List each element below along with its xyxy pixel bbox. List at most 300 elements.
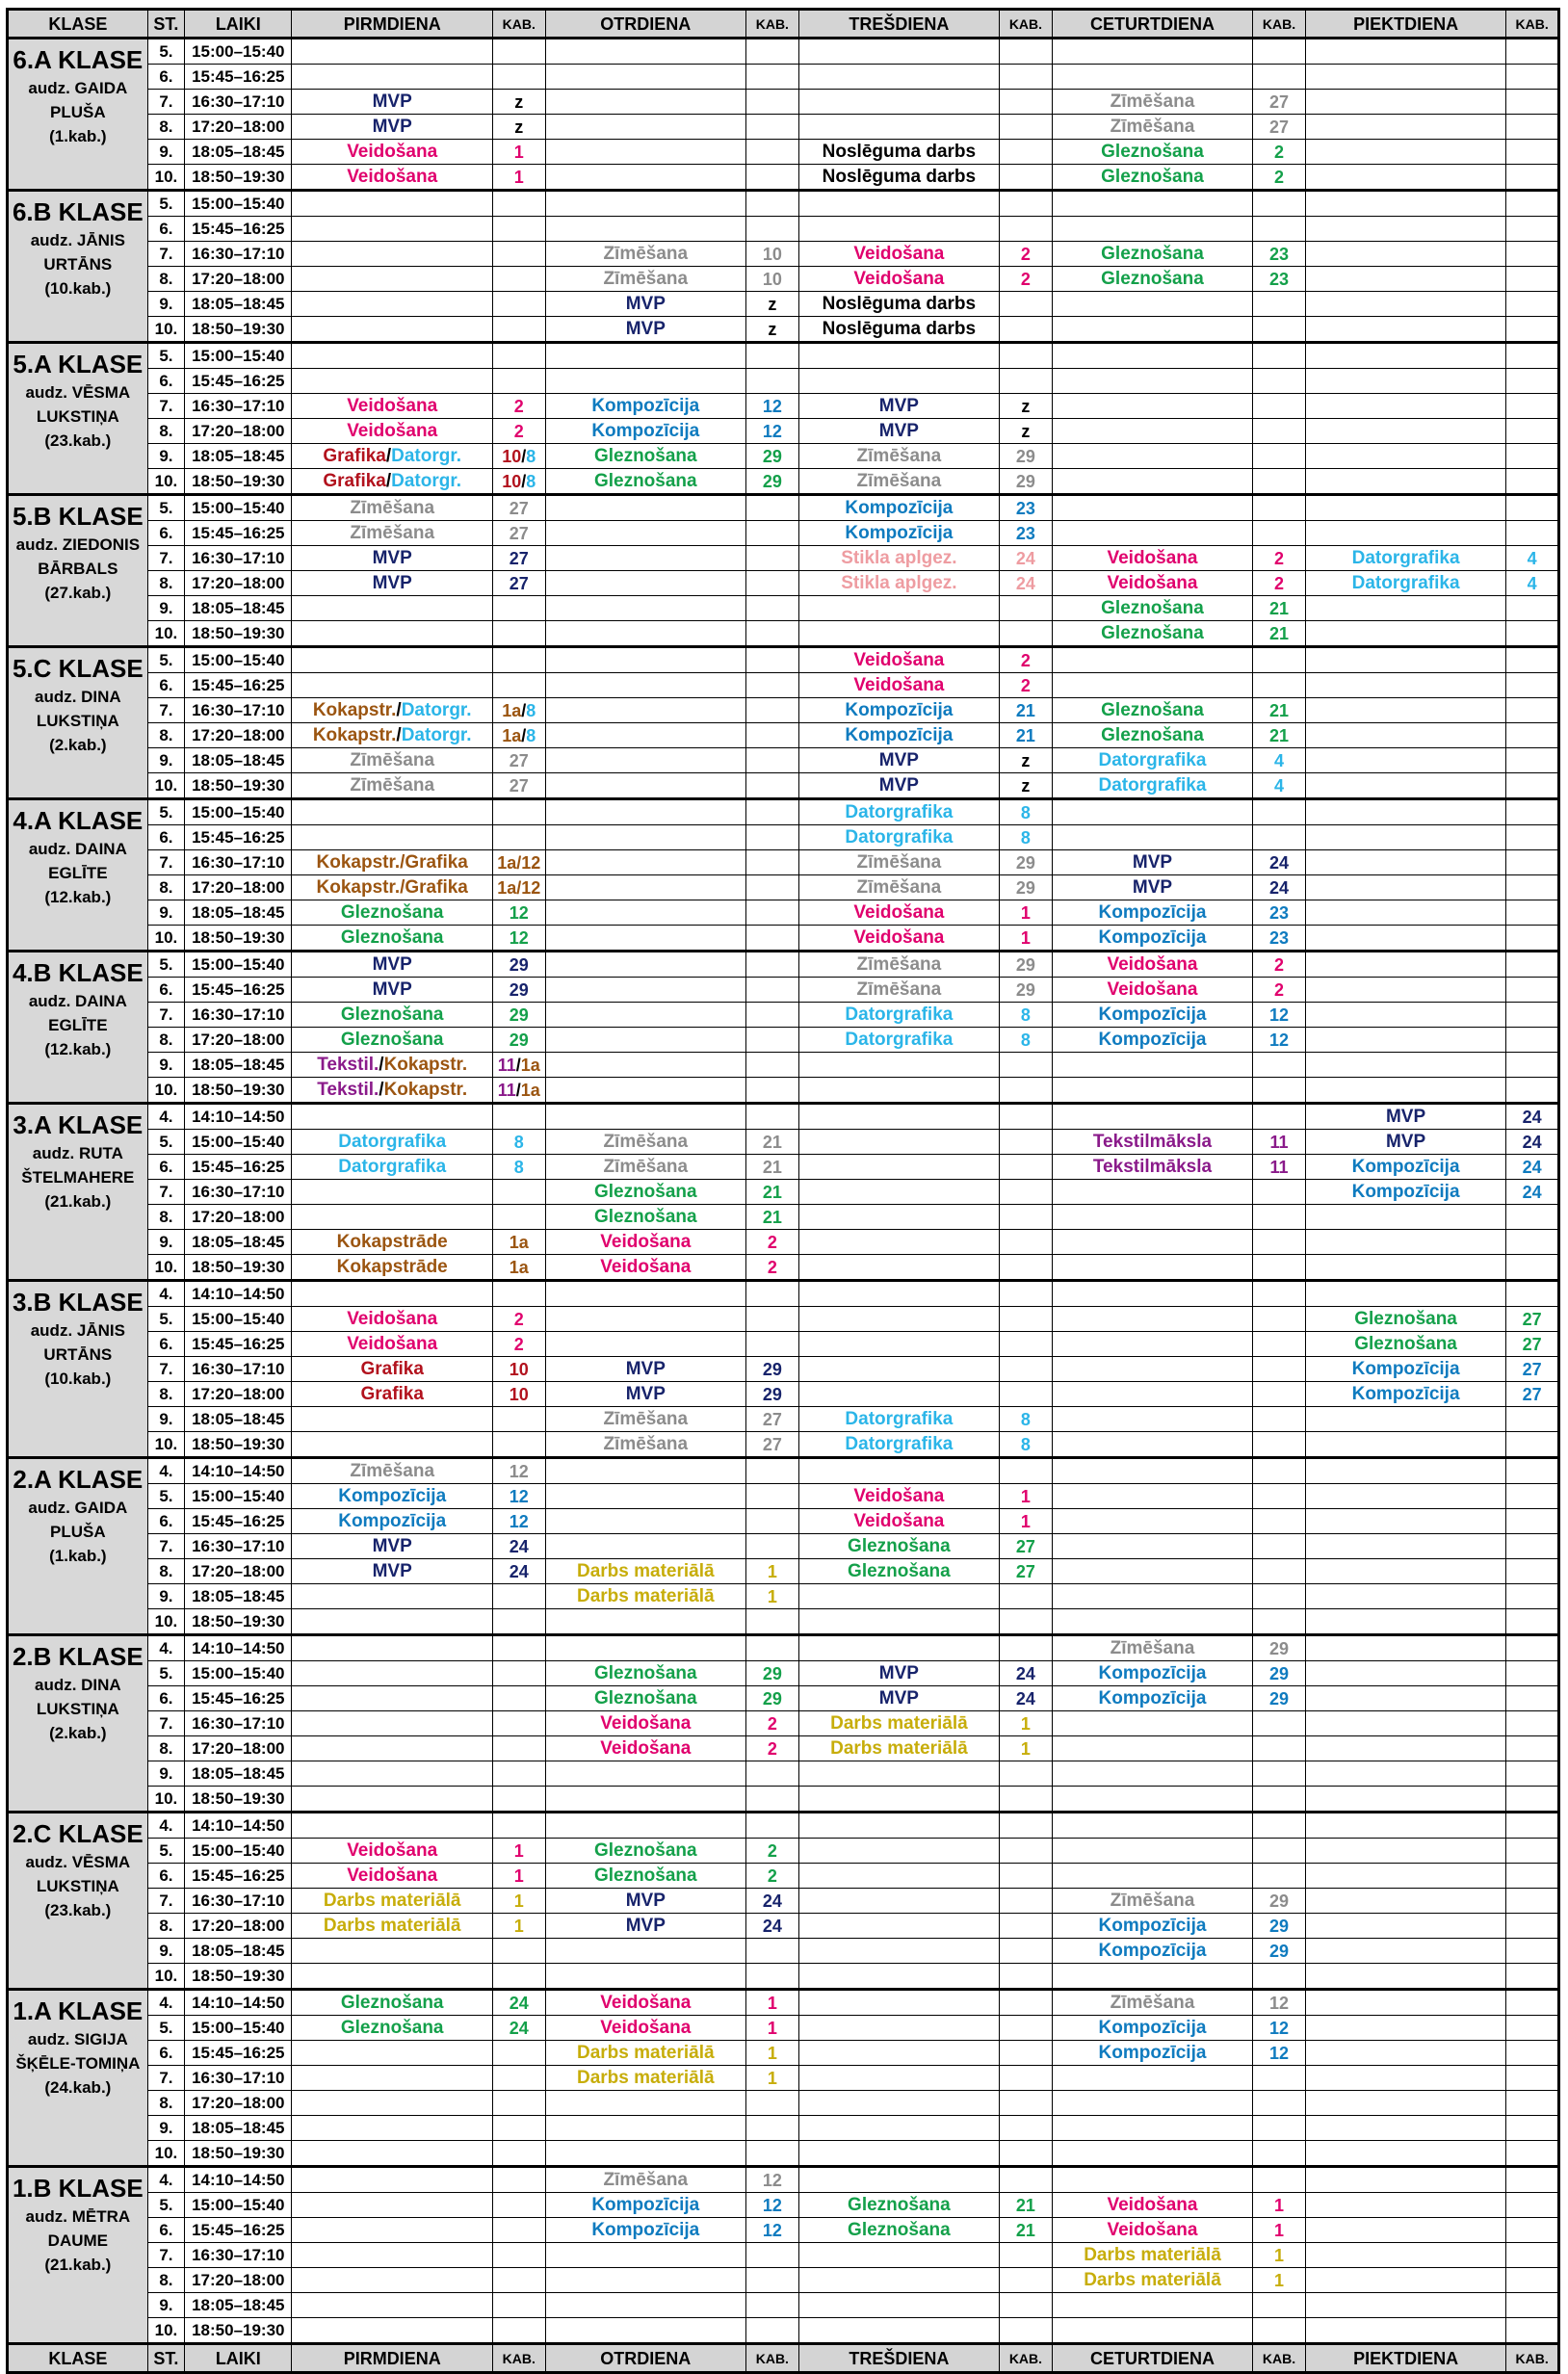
room-cell	[492, 1003, 545, 1028]
room-cell	[746, 1686, 799, 1711]
lesson-time: 18:50–19:30	[185, 469, 292, 495]
lesson-time: 15:45–16:25	[185, 825, 292, 850]
room-cell	[1506, 1230, 1559, 1255]
room-cell	[492, 1990, 545, 2016]
room-text: 29	[1015, 446, 1035, 466]
room-cell	[1000, 825, 1053, 850]
subject-cell	[798, 217, 999, 242]
room-text: 2	[767, 1738, 777, 1759]
room-text: 24	[1522, 1107, 1542, 1127]
subject-cell	[1305, 1307, 1505, 1332]
subject-text: Gleznošana	[593, 1206, 697, 1227]
subject-cell	[798, 1155, 999, 1180]
footer-col-6: KAB.	[746, 2344, 799, 2373]
lesson-number: 10.	[147, 1609, 184, 1635]
room-cell	[1506, 292, 1559, 317]
room-cell	[1506, 1889, 1559, 1914]
subject-cell	[1052, 1761, 1252, 1787]
lesson-number: 6.	[147, 1332, 184, 1357]
table-row	[8, 1130, 1559, 1155]
subject-text: Veidošana	[853, 926, 945, 948]
room-cell	[1506, 698, 1559, 723]
room-cell	[492, 1736, 545, 1761]
room-cell	[1253, 521, 1306, 546]
class-name: 3.B KLASE	[12, 1288, 144, 1317]
room-text: 29	[509, 954, 529, 975]
footer-col-9: CETURTDIENA	[1052, 2344, 1252, 2373]
subject-cell	[292, 1761, 492, 1787]
room-text: 4	[1274, 750, 1285, 770]
class-teacher: audz. VĒSMA LUKSTIŅA	[25, 1853, 131, 1895]
subject-cell	[292, 1661, 492, 1686]
room-text: 1	[513, 1865, 524, 1886]
room-cell	[1506, 343, 1559, 369]
subject-cell	[1305, 419, 1505, 444]
room-cell	[1253, 1813, 1306, 1839]
subject-cell	[798, 1332, 999, 1357]
lesson-time: 15:00–15:40	[185, 2016, 292, 2041]
lesson-number: 4.	[147, 1458, 184, 1484]
subject-cell	[292, 1028, 492, 1053]
room-text: 24	[1269, 852, 1290, 873]
room-cell	[746, 394, 799, 419]
room-text: 1	[1274, 2220, 1285, 2240]
room-text: 29	[762, 471, 782, 491]
lesson-number: 4.	[147, 1813, 184, 1839]
room-cell	[1506, 90, 1559, 115]
subject-cell	[292, 1609, 492, 1635]
subject-cell	[1305, 267, 1505, 292]
subject-cell	[1052, 875, 1252, 900]
subject-cell	[545, 1839, 745, 1864]
subject-cell	[1052, 2041, 1252, 2066]
subject-cell	[545, 90, 745, 115]
subject-cell	[798, 1534, 999, 1559]
room-text: 1a	[509, 1257, 529, 1277]
room-cell	[492, 1432, 545, 1458]
subject-cell	[545, 748, 745, 773]
room-cell	[1253, 1635, 1306, 1661]
subject-cell	[292, 1432, 492, 1458]
room-cell	[1253, 1281, 1306, 1307]
room-cell	[1506, 140, 1559, 165]
lesson-number: 4.	[147, 1635, 184, 1661]
room-cell	[746, 1332, 799, 1357]
room-text: 29	[1015, 852, 1035, 873]
subject-cell	[1052, 1307, 1252, 1332]
subject-cell	[292, 1458, 492, 1484]
subject-cell	[1305, 1180, 1505, 1205]
header-col-0: KLASE	[8, 10, 148, 39]
room-cell	[1000, 292, 1053, 317]
subject-text: Darbs materiālā	[577, 1585, 715, 1606]
subject-cell	[798, 773, 999, 799]
room-cell	[1253, 952, 1306, 978]
room-text: 11	[497, 1055, 516, 1075]
subject-cell	[545, 1130, 745, 1155]
subject-text: Veidošana	[347, 1839, 438, 1861]
room-text: 8	[513, 1132, 524, 1152]
room-cell	[1253, 242, 1306, 267]
room-text: 29	[1015, 471, 1035, 491]
subject-cell	[1305, 1230, 1505, 1255]
subject-text: Gleznošana	[1101, 141, 1204, 162]
room-cell	[1253, 926, 1306, 952]
subject-cell	[292, 978, 492, 1003]
room-text: 2	[1020, 675, 1031, 695]
room-text: 1	[1020, 1738, 1031, 1759]
room-cell	[492, 444, 545, 469]
room-text: 12	[509, 1511, 529, 1531]
room-cell	[492, 2268, 545, 2293]
room-text: 2	[1274, 548, 1285, 568]
subject-text: /	[396, 724, 402, 745]
room-cell	[746, 292, 799, 317]
lesson-time: 18:50–19:30	[185, 165, 292, 191]
lesson-number: 7.	[147, 242, 184, 267]
lesson-time: 18:05–18:45	[185, 900, 292, 926]
room-cell	[1506, 65, 1559, 90]
room-cell	[1000, 1255, 1053, 1281]
room-cell	[1000, 1382, 1053, 1407]
room-cell	[1506, 900, 1559, 926]
room-cell	[1506, 1053, 1559, 1078]
room-cell	[1506, 2293, 1559, 2318]
subject-cell	[545, 1281, 745, 1307]
lesson-number: 8.	[147, 267, 184, 292]
subject-cell	[1052, 1509, 1252, 1534]
subject-text: MVP	[372, 953, 412, 975]
subject-cell	[1052, 115, 1252, 140]
subject-text: Datorgrafika	[845, 1408, 954, 1429]
subject-cell	[798, 825, 999, 850]
room-text: 29	[762, 1688, 782, 1709]
room-cell	[492, 825, 545, 850]
room-cell	[1506, 317, 1559, 343]
subject-cell	[1305, 2041, 1505, 2066]
class-room: (12.kab.)	[44, 888, 112, 906]
room-cell	[1253, 2141, 1306, 2167]
table-row	[8, 1686, 1559, 1711]
room-cell	[746, 850, 799, 875]
lesson-time: 15:00–15:40	[185, 952, 292, 978]
subject-cell	[545, 1787, 745, 1813]
subject-text: Veidošana	[1107, 953, 1198, 975]
room-cell	[1000, 773, 1053, 799]
subject-cell	[545, 698, 745, 723]
room-text: 24	[1015, 1688, 1035, 1709]
subject-cell	[545, 1635, 745, 1661]
subject-cell	[292, 521, 492, 546]
lesson-time: 16:30–17:10	[185, 1180, 292, 1205]
room-cell	[1000, 596, 1053, 621]
room-cell	[1000, 343, 1053, 369]
subject-cell	[292, 1003, 492, 1028]
class-teacher: audz. SIGIJA ŠĶĒLE-TOMIŅA	[15, 2030, 141, 2073]
room-text: 23	[1269, 927, 1290, 948]
class-teacher: audz. DINA LUKSTIŅA	[34, 688, 121, 730]
subject-text: Veidošana	[600, 1992, 692, 2013]
subject-text: Veidošana	[600, 1256, 692, 1277]
room-text: 1	[767, 2068, 777, 2088]
room-cell	[1506, 2193, 1559, 2218]
room-cell	[492, 571, 545, 596]
table-row	[8, 2293, 1559, 2318]
table-row	[8, 521, 1559, 546]
subject-cell	[292, 647, 492, 673]
subject-text: Kompozīcija	[1098, 1915, 1207, 1936]
room-text: 12	[1269, 1993, 1290, 2013]
subject-cell	[545, 495, 745, 521]
room-cell	[1506, 773, 1559, 799]
table-row	[8, 621, 1559, 647]
room-cell	[1000, 444, 1053, 469]
lesson-number: 6.	[147, 825, 184, 850]
room-cell	[492, 217, 545, 242]
subject-cell	[545, 773, 745, 799]
subject-text: Kompozīcija	[338, 1485, 447, 1506]
subject-cell	[798, 1939, 999, 1964]
room-cell	[492, 1155, 545, 1180]
subject-text: Gleznošana	[340, 2017, 444, 2038]
lesson-number: 10.	[147, 165, 184, 191]
room-text: 12	[762, 396, 782, 416]
subject-cell	[1305, 292, 1505, 317]
subject-cell	[1305, 773, 1505, 799]
room-cell	[492, 1130, 545, 1155]
class-teacher: audz. DAINA EGLĪTE	[28, 992, 127, 1034]
room-text: 1	[1020, 1486, 1031, 1506]
subject-cell	[292, 900, 492, 926]
subject-cell	[292, 1104, 492, 1130]
room-text: 8	[526, 446, 536, 466]
room-cell	[492, 1787, 545, 1813]
subject-cell	[798, 419, 999, 444]
room-cell	[1253, 773, 1306, 799]
room-text: 12	[1269, 1004, 1290, 1025]
header-row-bottom	[8, 2344, 1559, 2373]
room-cell	[1506, 2116, 1559, 2141]
room-cell	[1000, 978, 1053, 1003]
room-text: 27	[509, 523, 529, 543]
table-row	[8, 317, 1559, 343]
subject-text: Veidošana	[1107, 2194, 1198, 2215]
subject-text: Gleznošana	[340, 1004, 444, 1025]
subject-cell	[292, 596, 492, 621]
room-cell	[1506, 748, 1559, 773]
lesson-time: 18:50–19:30	[185, 1964, 292, 1990]
lesson-time: 18:50–19:30	[185, 1787, 292, 1813]
subject-cell	[292, 875, 492, 900]
room-text: 2	[767, 1232, 777, 1252]
table-row	[8, 39, 1559, 65]
subject-cell	[545, 1711, 745, 1736]
subject-cell	[798, 469, 999, 495]
lesson-number: 5.	[147, 2193, 184, 2218]
lesson-number: 6.	[147, 521, 184, 546]
subject-text: MVP	[878, 774, 919, 796]
subject-text: Kompozīcija	[1098, 1004, 1207, 1025]
subject-cell	[1305, 2218, 1505, 2243]
lesson-number: 6.	[147, 1509, 184, 1534]
subject-cell	[1052, 1155, 1252, 1180]
subject-cell	[1052, 2318, 1252, 2344]
subject-cell	[1052, 292, 1252, 317]
room-cell	[746, 1711, 799, 1736]
room-text: 1	[1020, 1511, 1031, 1531]
subject-cell	[545, 267, 745, 292]
subject-cell	[545, 444, 745, 469]
lesson-number: 7.	[147, 1003, 184, 1028]
table-row	[8, 242, 1559, 267]
room-cell	[746, 1509, 799, 1534]
subject-text: MVP	[878, 420, 919, 441]
subject-cell	[545, 2167, 745, 2193]
room-cell	[1253, 1357, 1306, 1382]
table-row	[8, 1003, 1559, 1028]
room-text: 29	[1269, 1663, 1290, 1683]
room-cell	[1000, 1584, 1053, 1609]
room-cell	[1000, 1180, 1053, 1205]
room-cell	[1000, 521, 1053, 546]
room-cell	[1506, 596, 1559, 621]
subject-cell	[545, 521, 745, 546]
table-row	[8, 2193, 1559, 2218]
subject-cell	[1305, 394, 1505, 419]
subject-cell	[292, 1382, 492, 1407]
subject-cell	[1052, 1839, 1252, 1864]
lesson-number: 7.	[147, 698, 184, 723]
room-cell	[746, 978, 799, 1003]
room-cell	[492, 267, 545, 292]
lesson-time: 18:05–18:45	[185, 596, 292, 621]
subject-text: Datorgrafika	[338, 1156, 447, 1177]
room-cell	[746, 799, 799, 825]
subject-cell	[1305, 596, 1505, 621]
room-cell	[1253, 1964, 1306, 1990]
class-cell	[8, 343, 148, 495]
lesson-time: 17:20–18:00	[185, 2091, 292, 2116]
subject-cell	[545, 2141, 745, 2167]
room-cell	[492, 773, 545, 799]
room-text: 29	[1269, 1916, 1290, 1936]
room-text: 21	[762, 1207, 782, 1227]
lesson-number: 4.	[147, 1281, 184, 1307]
room-cell	[746, 647, 799, 673]
room-cell	[1506, 2268, 1559, 2293]
subject-text: Kompozīcija	[845, 724, 954, 745]
subject-cell	[798, 2218, 999, 2243]
subject-cell	[798, 1661, 999, 1686]
room-cell	[1253, 140, 1306, 165]
room-cell	[746, 900, 799, 926]
subject-text: Grafika	[360, 1383, 424, 1404]
class-room: (21.kab.)	[44, 2256, 112, 2274]
lesson-time: 18:50–19:30	[185, 1432, 292, 1458]
room-cell	[1000, 90, 1053, 115]
room-cell	[1506, 1255, 1559, 1281]
lesson-number: 9.	[147, 1053, 184, 1078]
subject-cell	[1305, 39, 1505, 65]
room-text: 12	[762, 421, 782, 441]
subject-cell	[1052, 1661, 1252, 1686]
subject-text: Zīmēšana	[603, 2169, 689, 2190]
header-col-1: ST.	[147, 10, 184, 39]
subject-cell	[545, 1964, 745, 1990]
subject-cell	[1052, 1332, 1252, 1357]
subject-text: MVP	[1132, 851, 1173, 873]
class-teacher: audz. DINA LUKSTIŅA	[34, 1676, 121, 1718]
room-cell	[746, 140, 799, 165]
room-cell	[1506, 1028, 1559, 1053]
room-cell	[492, 1889, 545, 1914]
lesson-number: 8.	[147, 419, 184, 444]
room-cell	[492, 1484, 545, 1509]
room-cell	[1253, 1155, 1306, 1180]
subject-cell	[1305, 1761, 1505, 1787]
room-text: 29	[509, 1004, 529, 1025]
room-cell	[746, 1889, 799, 1914]
subject-cell	[1305, 1609, 1505, 1635]
subject-cell	[545, 1078, 745, 1104]
room-cell	[1506, 1864, 1559, 1889]
lesson-number: 8.	[147, 1736, 184, 1761]
subject-text: MVP	[878, 749, 919, 770]
subject-cell	[1305, 1484, 1505, 1509]
lesson-time: 18:05–18:45	[185, 2293, 292, 2318]
subject-cell	[545, 1509, 745, 1534]
subject-cell	[1052, 850, 1252, 875]
subject-cell	[1052, 1357, 1252, 1382]
lesson-time: 15:45–16:25	[185, 369, 292, 394]
room-cell	[1253, 978, 1306, 1003]
subject-cell	[1305, 1255, 1505, 1281]
subject-cell	[798, 2016, 999, 2041]
subject-cell	[1305, 546, 1505, 571]
subject-cell	[798, 1813, 999, 1839]
table-row	[8, 292, 1559, 317]
subject-cell	[798, 90, 999, 115]
subject-cell	[1305, 1382, 1505, 1407]
subject-cell	[1305, 647, 1505, 673]
lesson-time: 15:45–16:25	[185, 1332, 292, 1357]
room-cell	[492, 546, 545, 571]
room-cell	[1253, 1053, 1306, 1078]
subject-cell	[1052, 2193, 1252, 2218]
room-text: z	[768, 294, 777, 314]
subject-cell	[545, 1559, 745, 1584]
room-cell	[1000, 900, 1053, 926]
lesson-time: 16:30–17:10	[185, 242, 292, 267]
lesson-time: 14:10–14:50	[185, 1635, 292, 1661]
room-cell	[492, 2167, 545, 2193]
room-cell	[1000, 217, 1053, 242]
room-cell	[1506, 1003, 1559, 1028]
subject-cell	[545, 2041, 745, 2066]
subject-cell	[798, 343, 999, 369]
table-row	[8, 2167, 1559, 2193]
room-text: 24	[1522, 1182, 1542, 1202]
subject-text: Kompozīcija	[338, 1510, 447, 1531]
room-cell	[746, 1155, 799, 1180]
room-cell	[492, 799, 545, 825]
lesson-time: 15:00–15:40	[185, 343, 292, 369]
room-cell	[746, 495, 799, 521]
room-text: 29	[762, 1663, 782, 1683]
table-row	[8, 217, 1559, 242]
room-cell	[1253, 2066, 1306, 2091]
subject-cell	[545, 2066, 745, 2091]
